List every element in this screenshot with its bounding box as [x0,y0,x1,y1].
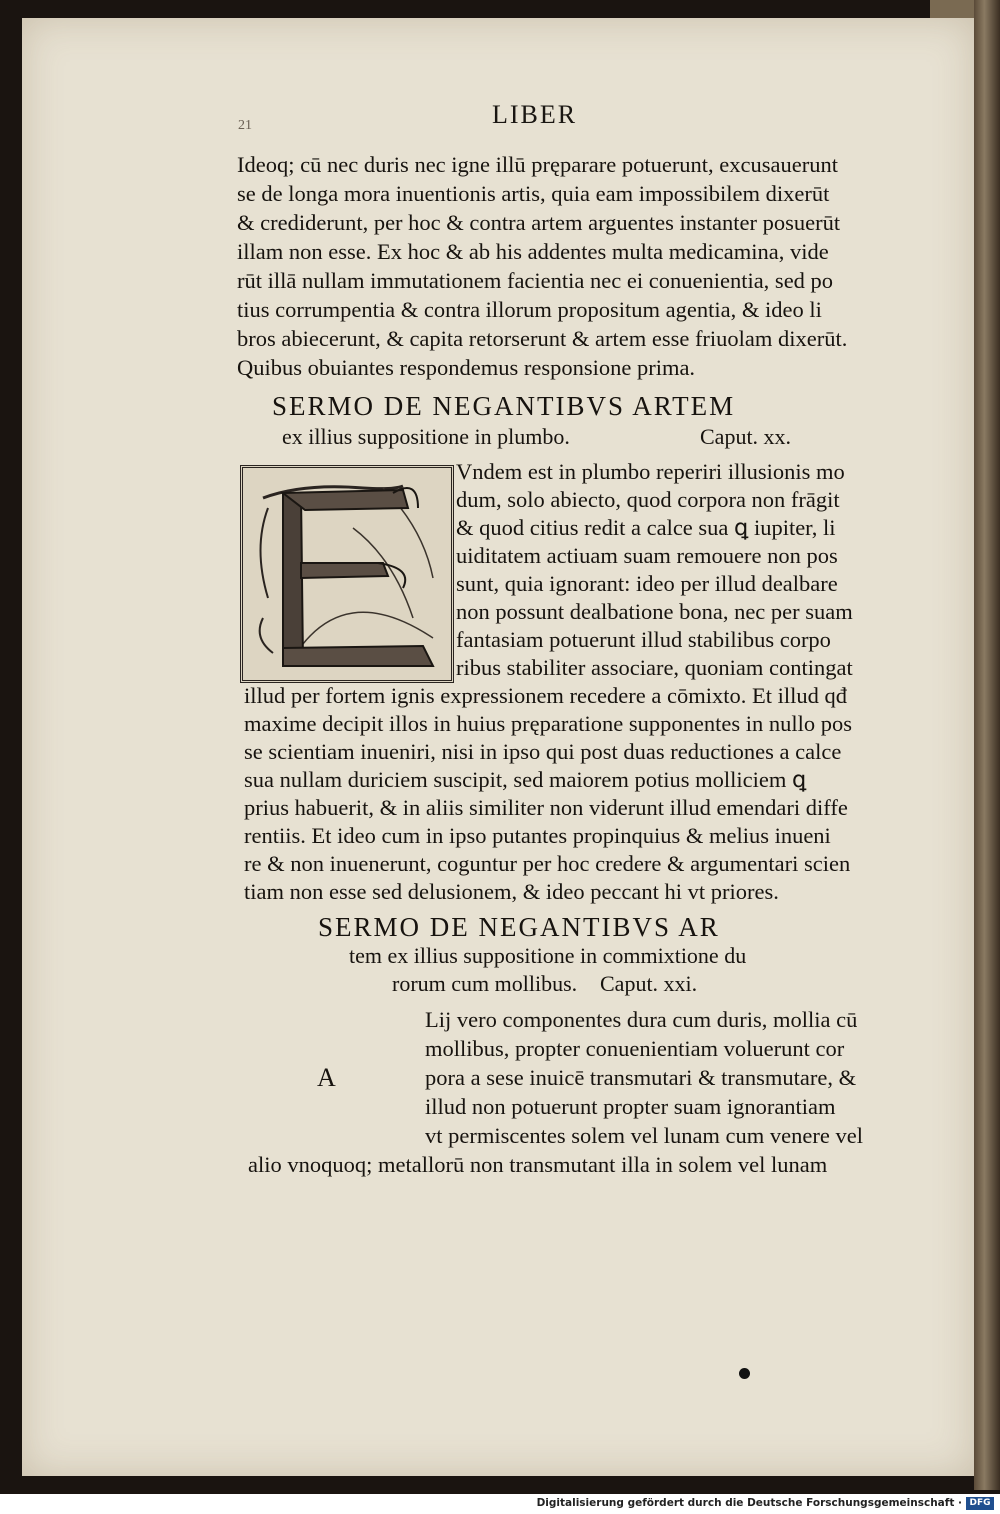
folio-number: 21 [238,118,252,133]
text-line: rūt illā nullam immutationem facientia nec ei conuenientia, sed po [237,268,834,293]
decorated-initial-e [240,465,454,683]
text-line: bros abiecerunt, & capita retorserunt & artem esse friuolam dixerūt. [237,326,848,351]
section-heading: SERMO DE NEGANTIBVS AR [318,912,720,942]
text-line: non possunt dealbatione bona, nec per suam [456,599,853,624]
book-spine [974,0,1000,1490]
text-line: mollibus, propter conuenientiam voluerunt cor [425,1036,845,1061]
text-line: & quod citius redit a calce sua ꝗ iupiter, li [456,515,836,540]
ink-dot [739,1368,750,1379]
chapter-label: Caput. xx. [700,424,792,449]
section-subheading: rorum cum mollibus. [392,971,578,996]
text-line: uiditatem actiuam suam remouere non pos [456,543,838,568]
chapter-label: Caput. xxi. [600,971,698,996]
text-line: illam non esse. Ex hoc & ab his addentes multa medicamina, vide [237,239,829,264]
digitization-footer [0,1494,1000,1514]
text-line: vt permiscentes solem vel lunam cum venere vel [425,1123,863,1148]
text-line: tius corrumpentia & contra illorum propositum agentia, & ideo li [237,297,822,322]
initial-e-illustration [243,468,451,680]
guide-letter-a: A [317,1063,336,1092]
running-head: LIBER [492,100,578,129]
text-line: se scientiam inueniri, nisi in ipso qui post duas reductiones a calce [244,739,842,764]
section-subheading: tem ex illius suppositione in commixtione du [349,943,747,968]
section-subheading: ex illius suppositione in plumbo. [282,424,570,449]
text-line: Vndem est in plumbo reperiri illusionis mo [456,459,845,484]
text-line: & crediderunt, per hoc & contra artem arguentes instanter posuerūt [237,210,841,235]
text-line: prius habuerit, & in aliis similiter non viderunt illud emendari diffe [244,795,848,820]
dfg-logo: DFG [966,1497,994,1510]
text-line: tiam non esse sed delusionem, & ideo peccant hi vt priores. [244,879,779,904]
text-line: Ideoq; cū nec duris nec igne illū pręparare potuerunt, excusauerunt [237,152,839,177]
text-line: sunt, quia ignorant: ideo per illud dealbare [456,571,838,596]
text-line: ribus stabiliter associare, quoniam contingat [456,655,853,680]
text-line: rentiis. Et ideo cum in ipso putantes propinquius & melius inueni [244,823,831,848]
text-line: maxime decipit illos in huius pręparatione supponentes in nullo pos [244,711,853,736]
text-line: se de longa mora inuentionis artis, quia eam impossibilem dixerūt [237,181,830,206]
section-heading: SERMO DE NEGANTIBVS ARTEM [272,391,736,421]
text-line: alio vnoquoq; metallorū non transmutant illa in solem vel lunam [248,1152,828,1177]
text-line: illud non potuerunt propter suam ignorantiam [425,1094,836,1119]
text-line: sua nullam duriciem suscipit, sed maiorem potius molliciem ꝗ [244,767,807,792]
footer-credit: Digitalisierung gefördert durch die Deutsche Forschungsgemeinschaft · [536,1497,962,1509]
text-line: illud per fortem ignis expressionem recedere a cōmixto. Et illud qđ [244,683,847,708]
text-line: Lij vero componentes dura cum duris, mollia cū [425,1007,858,1032]
text-line: Quibus obuiantes respondemus responsione prima. [237,355,696,380]
text-line: re & non inuenerunt, coguntur per hoc credere & argumentari scien [244,851,851,876]
text-line: fantasiam potuerunt illud stabilibus corpo [456,627,831,652]
text-line: pora a sese inuicē transmutari & transmutare, & [425,1065,857,1090]
text-line: dum, solo abiecto, quod corpora non frāgit [456,487,840,512]
